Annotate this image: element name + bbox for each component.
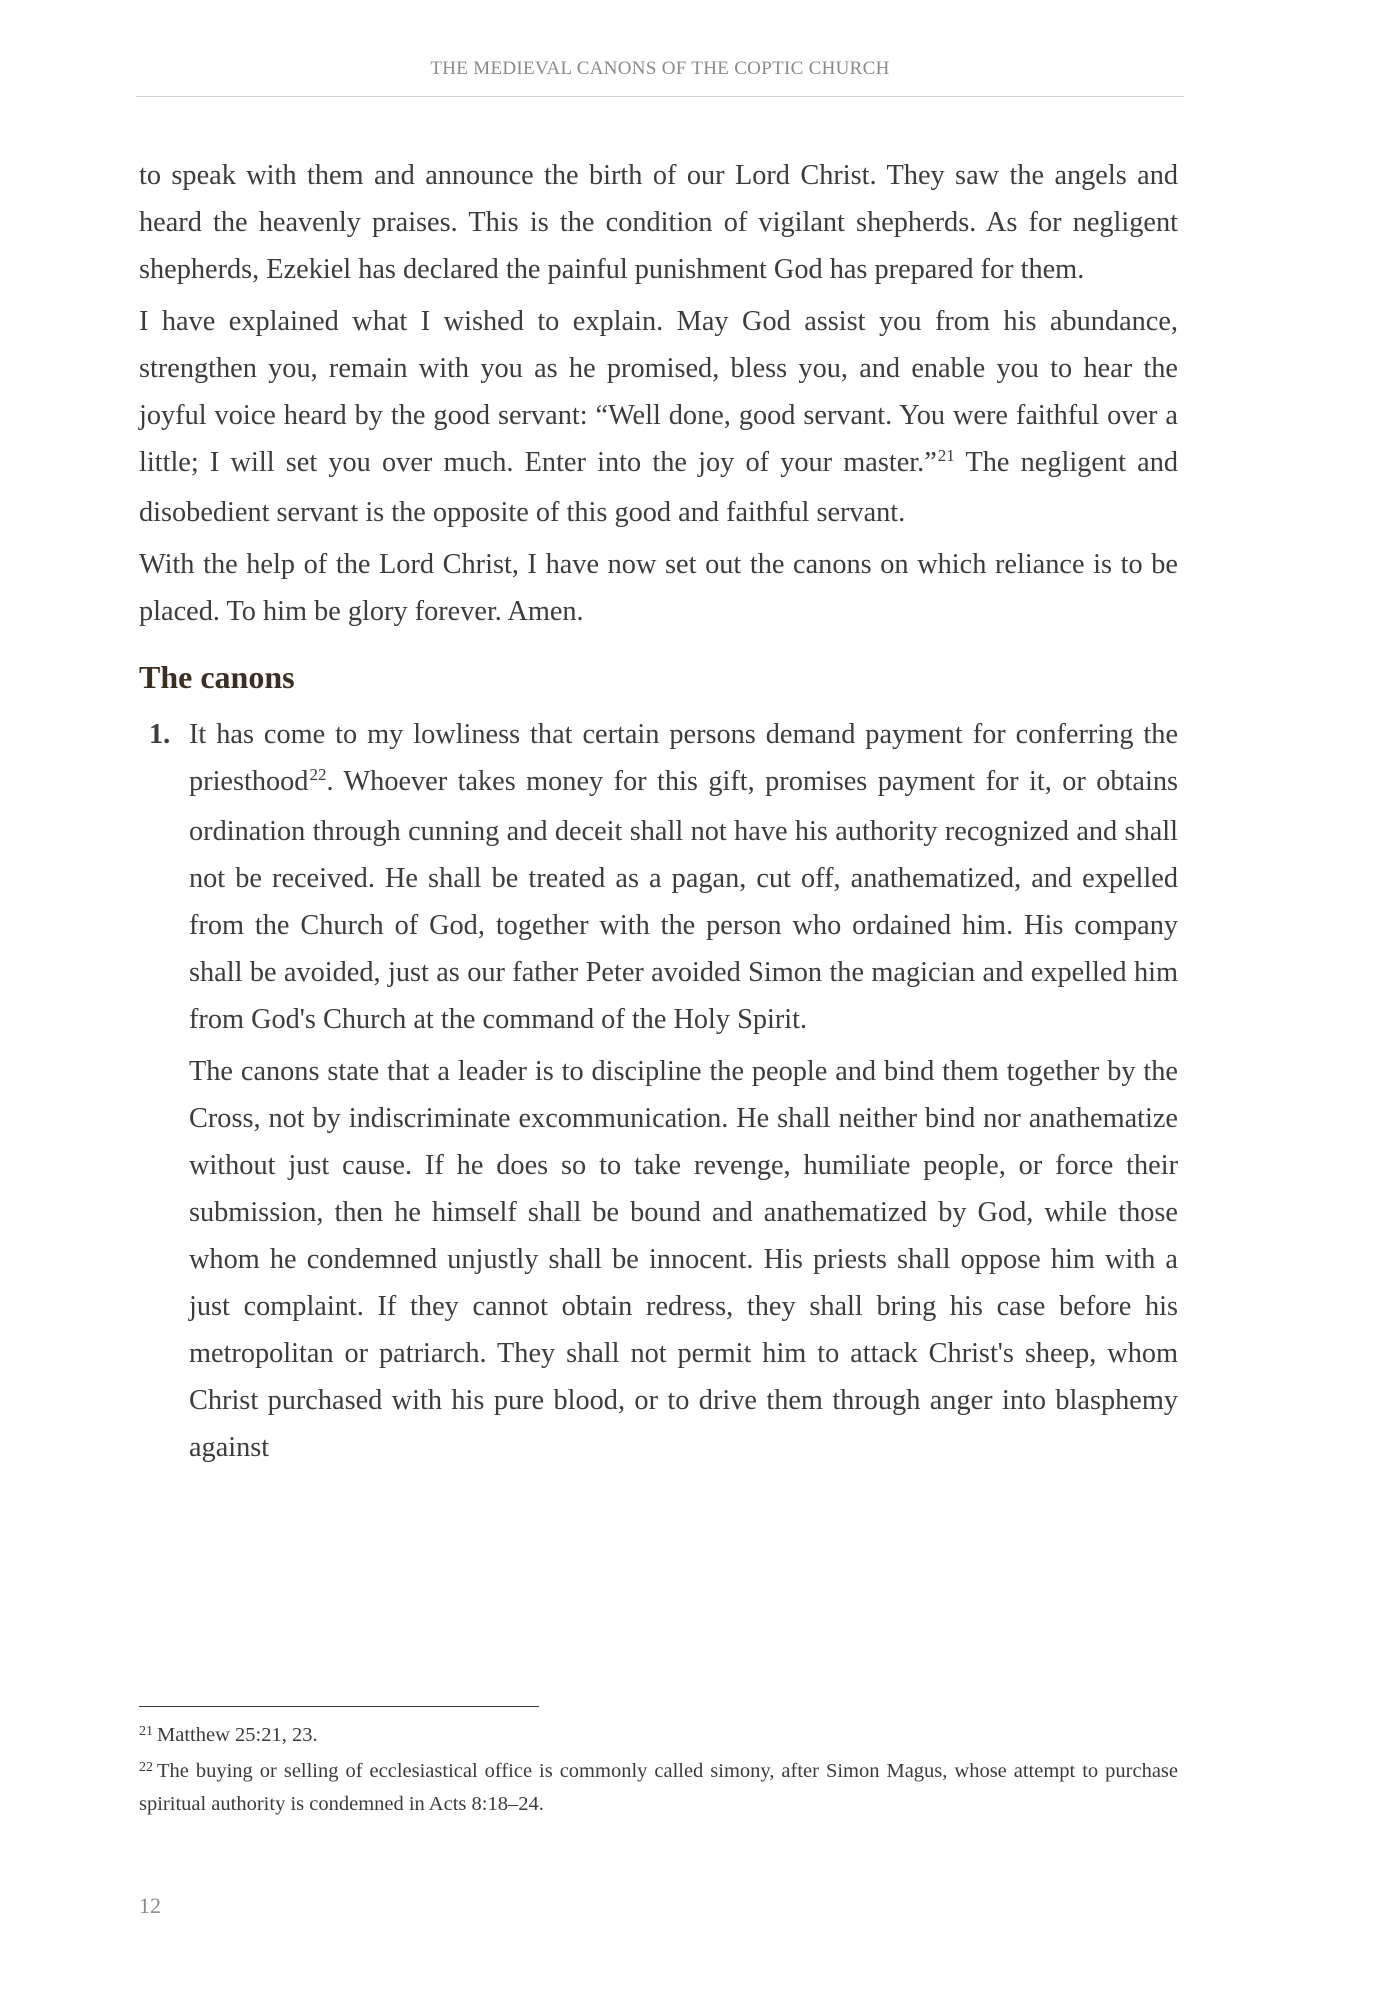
canon-paragraph-1-continued: . Whoever takes money for this gift, promises payment for it, or obtains ordination through cunning and deceit shall not have his authority recognized and shall not be received. He shall be treated as a pagan, cut off, anathematized, and expelled from the Church of God, together with the person who ordained him. His company shall be avoided, just as our father Peter avoided Simon the magician and expelled him from God's Church at the command of the Holy Spirit. <box>189 766 1178 1035</box>
footnote-ref-21[interactable]: 21 <box>937 446 955 465</box>
footnote-text: The buying or selling of ecclesiastical office is commonly called simony, after Simon Magus, whose attempt to purchase spiritual authority is condemned in Acts 8:18–24. <box>139 1760 1178 1815</box>
intro-paragraph-1: to speak with them and announce the birth of our Lord Christ. They saw the angels and heard the heavenly praises. This is the condition of vigilant shepherds. As for negligent shepherds, Ezekiel has declared the painful punishment God has prepared for them. <box>139 160 1178 285</box>
canon-paragraph-2: The canons state that a leader is to discipline the people and bind them together by the Cross, not by indiscriminate excommunication. He shall neither bind nor anathematize without just cause. If he does so to take revenge, humiliate people, or force their submission, then he himself shall be bound and anathematized by God, while those whom he condemned unjustly shall be innocent. His priests shall oppose him with a just complaint. If they cannot obtain redress, they shall bring his case before his metropolitan or patriarch. They shall not permit him to attack Christ's sheep, whom Christ purchased with his pure blood, or to drive them through anger into blasphemy against <box>189 1056 1178 1463</box>
footnote-mark: 21 <box>139 1724 153 1739</box>
intro-paragraph-3: With the help of the Lord Christ, I have now set out the canons on which reliance is to be placed. To him be glory forever. Amen. <box>139 549 1178 627</box>
canon-paragraph-1 <box>189 711 1178 1043</box>
intro-paragraph-2 <box>139 298 1178 536</box>
canon-item-1 <box>139 711 1178 1476</box>
footnote-mark: 22 <box>139 1760 153 1775</box>
canon-body <box>189 711 1178 1476</box>
page-number: 12 <box>139 1893 161 1918</box>
footnote-21 <box>139 1720 1178 1753</box>
footnote-22 <box>139 1756 1178 1820</box>
running-head: THE MEDIEVAL CANONS OF THE COPTIC CHURCH <box>430 58 890 79</box>
footnote-text: Matthew 25:21, 23. <box>157 1724 318 1746</box>
intro-paragraph-2-continued: The negligent and disobedient servant is the opposite of this good and faithful servant. <box>139 447 1179 528</box>
section-heading: The canons <box>139 659 295 695</box>
footnote-separator <box>139 1706 539 1707</box>
header-rule <box>136 96 1184 97</box>
intro-paragraph-2-text: I have explained what I wished to explain. May God assist you from his abundance, strengthen you, remain with you as he promised, bless you, and enable you to hear the joyful voice heard by the good servant: “Well done, good servant. You were faithful over a little; I will set you over much. Enter into the joy of your master.” <box>139 306 1178 478</box>
footnote-ref-22[interactable]: 22 <box>309 765 327 784</box>
canon-paragraph-1-text: It has come to my lowliness that certain persons demand payment for conferring the priesthood <box>189 719 1178 797</box>
footnotes <box>139 1720 1178 1823</box>
main-text <box>139 152 1178 1476</box>
canon-number: 1. <box>149 719 171 750</box>
